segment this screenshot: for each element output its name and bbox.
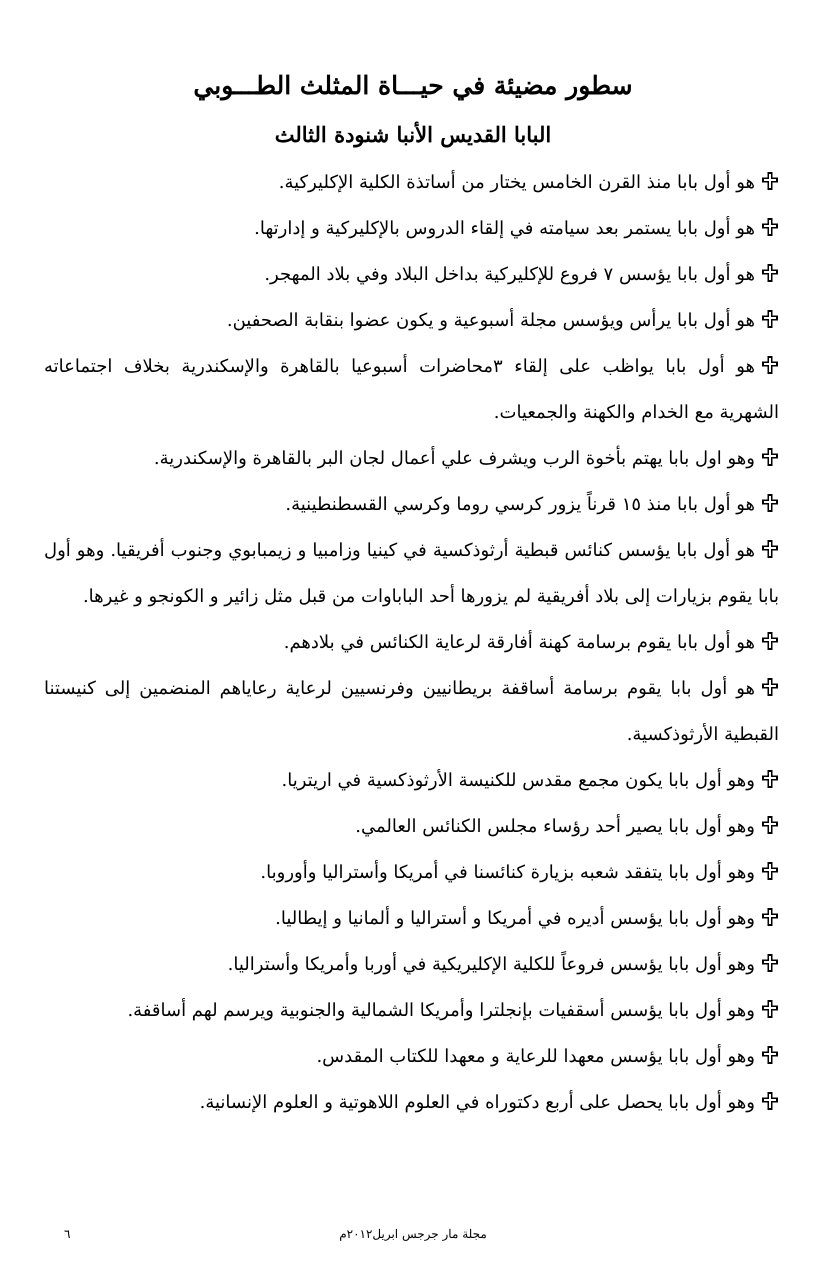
cross-icon — [761, 861, 779, 881]
list-item — [44, 666, 779, 758]
cross-icon — [761, 309, 779, 329]
page-footer — [0, 1222, 826, 1246]
cross-icon — [761, 677, 779, 697]
page-title: سطور مضيئة في حيـــاة المثلث الطـــوبي — [193, 71, 633, 100]
list-item — [44, 160, 779, 206]
list-item — [44, 1034, 779, 1080]
cross-icon — [761, 631, 779, 651]
footer-journal-name: مجلة مار جرجس ابريل٢٠١٢م — [339, 1227, 487, 1241]
cross-icon — [761, 1045, 779, 1065]
list-item-text: وهو أول بابا يكون مجمع مقدس للكنيسة الأرثوذكسية في اريتريا. — [281, 770, 755, 791]
list-item-text: وهو أول بابا يصير أحد رؤساء مجلس الكنائس العالمي. — [355, 816, 755, 837]
list-item — [44, 528, 779, 620]
list-item — [44, 206, 779, 252]
cross-icon — [761, 907, 779, 927]
cross-icon — [761, 539, 779, 559]
list-item — [44, 482, 779, 528]
list-item-text: هو أول بابا يؤسس كنائس قبطية أرثوذكسية في كينيا وزامبيا و زيمبابوي وجنوب أفريقيا. وهو أول بابا يقوم بزيارات إلى بلاد أفريقية لم يزورها أحد الباباوات من قبل مثل زائير و الكونجو و غيرها. — [44, 540, 779, 607]
list-item — [44, 988, 779, 1034]
list-item-text: وهو أول بابا يحصل على أربع دكتوراه في العلوم اللاهوتية و العلوم الإنسانية. — [199, 1092, 755, 1113]
list-item — [44, 620, 779, 666]
list-item — [44, 344, 779, 436]
cross-icon — [761, 953, 779, 973]
cross-icon — [761, 447, 779, 467]
list-item — [44, 804, 779, 850]
list-item-text: هو أول بابا يواظب على إلقاء ٣محاضرات أسبوعيا بالقاهرة والإسكندرية بخلاف اجتماعاته الشهرية مع الخدام والكهنة والجمعيات. — [44, 356, 779, 423]
list-item-text: هو أول بابا منذ ١٥ قرناً يزور كرسي روما وكرسي القسطنطينية. — [285, 494, 755, 515]
list-item-text: وهو أول بابا يتفقد شعبه بزيارة كنائسنا في أمريكا وأستراليا وأوروبا. — [260, 862, 755, 883]
page-number: ٦ — [64, 1227, 71, 1241]
list-item-text: هو أول بابا يقوم برسامة كهنة أفارقة لرعاية الكنائس في بلادهم. — [283, 632, 755, 653]
list-item-text: هو أول بابا يرأس ويؤسس مجلة أسبوعية و يكون عضوا بنقابة الصحفين. — [226, 310, 755, 331]
bullet-list — [44, 160, 779, 1126]
list-item-text: هو أول بابا يقوم برسامة أساقفة بريطانيين وفرنسيين لرعاية رعاياهم المنضمين إلى كنيستنا القبطية الأرثوذكسية. — [44, 678, 779, 745]
list-item — [44, 850, 779, 896]
cross-icon — [761, 815, 779, 835]
list-item-text: وهو اول بابا يهتم بأخوة الرب ويشرف علي أعمال لجان البر بالقاهرة والإسكندرية. — [153, 448, 755, 469]
list-item — [44, 896, 779, 942]
list-item-text: وهو أول بابا يؤسس فروعاً للكلية الإكليريكية في أوربا وأمريكا وأستراليا. — [227, 954, 755, 975]
cross-icon — [761, 769, 779, 789]
list-item — [44, 1080, 779, 1126]
cross-icon — [761, 999, 779, 1019]
list-item-text: هو أول بابا يستمر بعد سيامته في إلقاء الدروس بالإكليركية و إدارتها. — [254, 218, 755, 239]
list-item-text: وهو أول بابا يؤسس أسقفيات بإنجلترا وأمريكا الشمالية والجنوبية ويرسم لهم أساقفة. — [127, 1000, 755, 1021]
page-subtitle: البابا القديس الأنبا شنودة الثالث — [274, 122, 552, 147]
list-item-text: هو أول بابا يؤسس ٧ فروع للإكليركية بداخل البلاد وفي بلاد المهجر. — [264, 264, 755, 285]
cross-icon — [761, 1091, 779, 1111]
cross-icon — [761, 355, 779, 375]
cross-icon — [761, 171, 779, 191]
list-item-text: وهو أول بابا يؤسس أديره في أمريكا و أستراليا و ألمانيا و إيطاليا. — [275, 908, 755, 929]
list-item — [44, 298, 779, 344]
cross-icon — [761, 493, 779, 513]
list-item — [44, 942, 779, 988]
list-item — [44, 252, 779, 298]
list-item — [44, 758, 779, 804]
cross-icon — [761, 263, 779, 283]
list-item — [44, 436, 779, 482]
list-item-text: وهو أول بابا يؤسس معهدا للرعاية و معهدا للكتاب المقدس. — [316, 1046, 755, 1067]
list-item-text: هو أول بابا منذ القرن الخامس يختار من أساتذة الكلية الإكليركية. — [278, 172, 755, 193]
cross-icon — [761, 217, 779, 237]
